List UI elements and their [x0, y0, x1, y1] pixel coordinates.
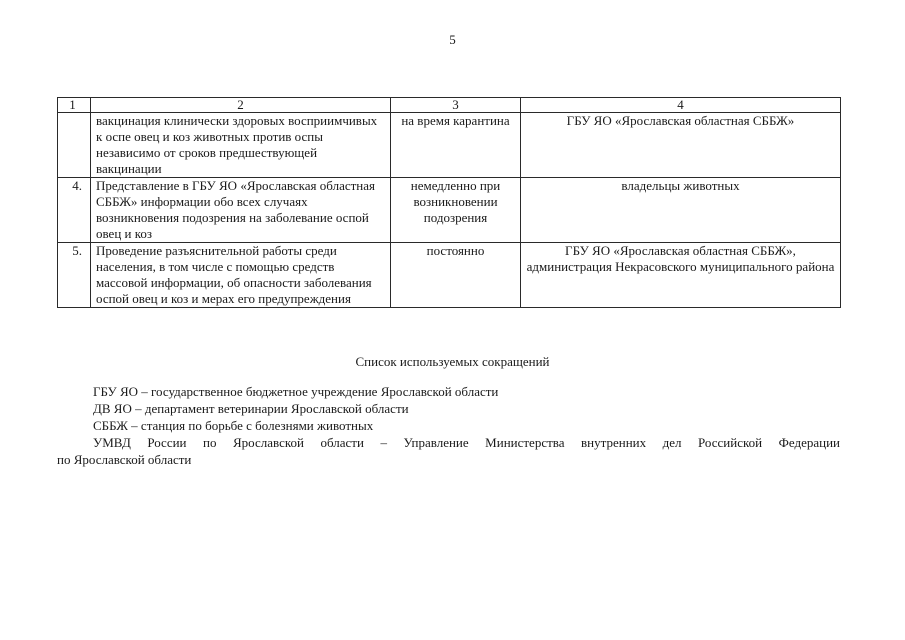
row-action: Проведение разъяснительной работы среди населения, в том числе с помощью средств массовой информации, об опасности заболевания оспой овец и коз и мерах его предупреждения — [91, 243, 391, 308]
table-row — [58, 178, 841, 243]
row-number: 4. — [58, 178, 91, 243]
row-deadline: постоянно — [391, 243, 521, 308]
abbreviation-item: ДВ ЯО – департамент ветеринарии Ярославской области — [93, 401, 409, 416]
measures-table — [57, 97, 841, 308]
abbreviation-item: ГБУ ЯО – государственное бюджетное учреждение Ярославской области — [93, 384, 499, 399]
table-row — [58, 243, 841, 308]
row-number — [58, 113, 91, 178]
abbreviations-list — [57, 383, 840, 468]
abbreviation-item: УМВД России по Ярославской области – Управление Министерства внутренних дел Российской Федерации — [93, 435, 840, 450]
row-number: 5. — [58, 243, 91, 308]
page-number: 5 — [449, 32, 456, 47]
abbreviations-title: Список используемых сокращений — [355, 354, 550, 369]
row-action: вакцинация клинически здоровых восприимчивых к оспе овец и коз животных против оспы независимо от сроков предшествующей вакцинации — [91, 113, 391, 178]
table-row — [58, 113, 841, 178]
row-responsible: ГБУ ЯО «Ярославская областная СББЖ», администрация Некрасовского муниципального района — [521, 243, 841, 308]
table-header-row — [58, 98, 841, 113]
column-header: 3 — [391, 98, 521, 113]
row-responsible: владельцы животных — [521, 178, 841, 243]
column-header: 1 — [58, 98, 91, 113]
row-deadline: немедленно при возникновении подозрения — [391, 178, 521, 243]
abbreviation-item: СББЖ – станция по борьбе с болезнями животных — [93, 418, 374, 433]
row-responsible: ГБУ ЯО «Ярославская областная СББЖ» — [521, 113, 841, 178]
column-header: 4 — [521, 98, 841, 113]
row-deadline: на время карантина — [391, 113, 521, 178]
row-action: Представление в ГБУ ЯО «Ярославская областная СББЖ» информации обо всех случаях возникновения подозрения на заболевание оспой овец и коз — [91, 178, 391, 243]
abbreviation-item-continuation: по Ярославской области — [57, 452, 192, 467]
column-header: 2 — [91, 98, 391, 113]
